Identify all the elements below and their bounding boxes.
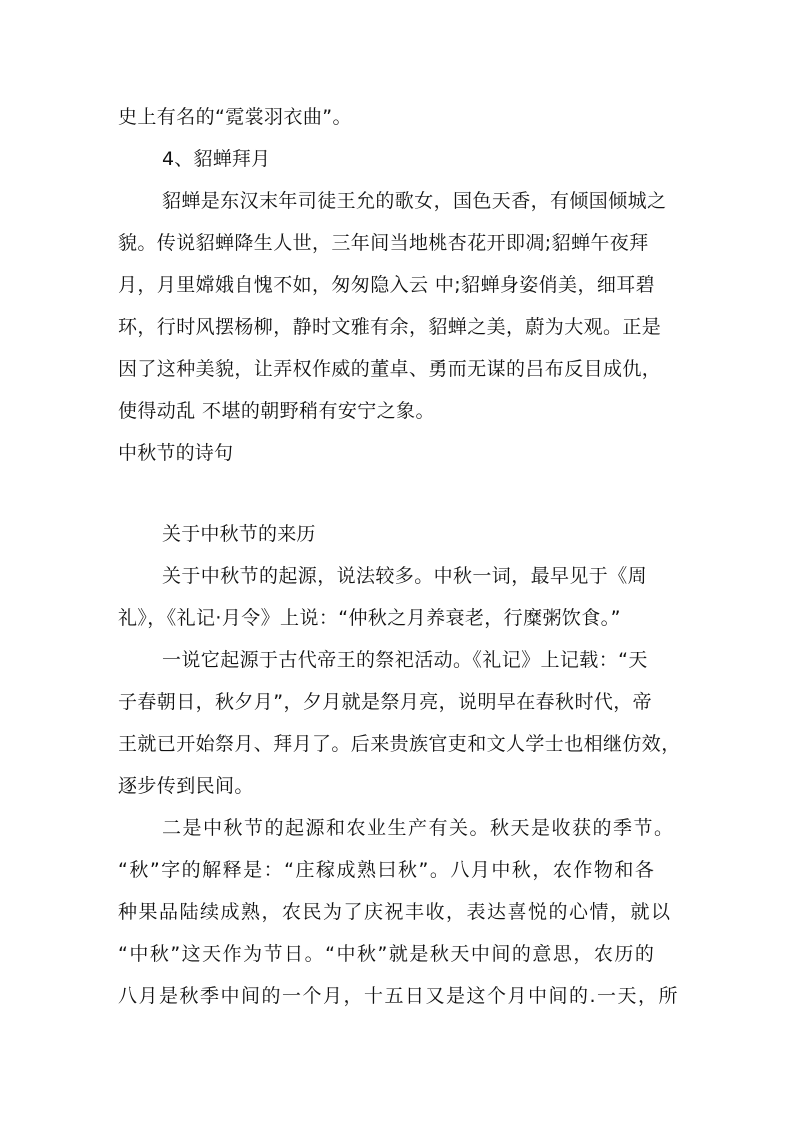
text-line: 逐步传到民间。 [118,775,254,797]
text-line: 王就已开始祭月、拜月了。后来贵族官吏和文人学士也相继仿效， [118,733,681,755]
text-line: 种果品陆续成熟，农民为了庆祝丰收，表达喜悦的心情，就以 [118,901,672,923]
text-line: 貂蝉是东汉末年司徒王允的歌女，国色天香，有倾国倾城之 [162,190,667,212]
text-line: 环，行时风摆杨柳，静时文雅有余，貂蝉之美，蔚为大观。正是 [118,316,662,338]
section-heading: 中秋节的诗句 [118,442,234,464]
section-heading: 4、貂蝉拜月 [162,148,271,170]
section-heading: 关于中秋节的来历 [162,523,316,545]
text-line: “秋”字的解释是：“庄稼成熟曰秋”。八月中秋，农作物和各 [118,859,656,881]
text-line: 子春朝日，秋夕月”，夕月就是祭月亮，说明早在春秋时代，帝 [118,691,653,713]
text-line: 使得动乱 不堪的朝野稍有安宁之象。 [118,400,435,422]
text-line: 因了这种美貌，让弄权作威的董卓、勇而无谋的吕布反目成仇， [118,358,662,380]
text-line: 八月是秋季中间的一个月，十五日又是这个月中间的.一天，所 [118,985,680,1007]
text-line: 月，月里嫦娥自愧不如，匆匆隐入云 中;貂蝉身姿俏美，细耳碧 [118,274,656,296]
text-line: 关于中秋节的起源，说法较多。中秋一词，最早见于《周 [162,565,648,587]
text-line: “中秋”这天作为节日。“中秋”就是秋天中间的意思，农历的 [118,943,656,965]
text-line: 礼》，《礼记·月令》上说：“仲秋之月养衰老，行糜粥饮食。” [118,607,621,629]
text-line: 二是中秋节的起源和农业生产有关。秋天是收获的季节。 [162,817,675,839]
text-line: 史上有名的“霓裳羽衣曲”。 [118,106,352,128]
text-line: 一说它起源于古代帝王的祭祀活动。《礼记》上记载：“天 [162,649,648,671]
text-line: 貌。传说貂蝉降生人世，三年间当地桃杏花开即凋;貂蝉午夜拜 [118,232,649,254]
